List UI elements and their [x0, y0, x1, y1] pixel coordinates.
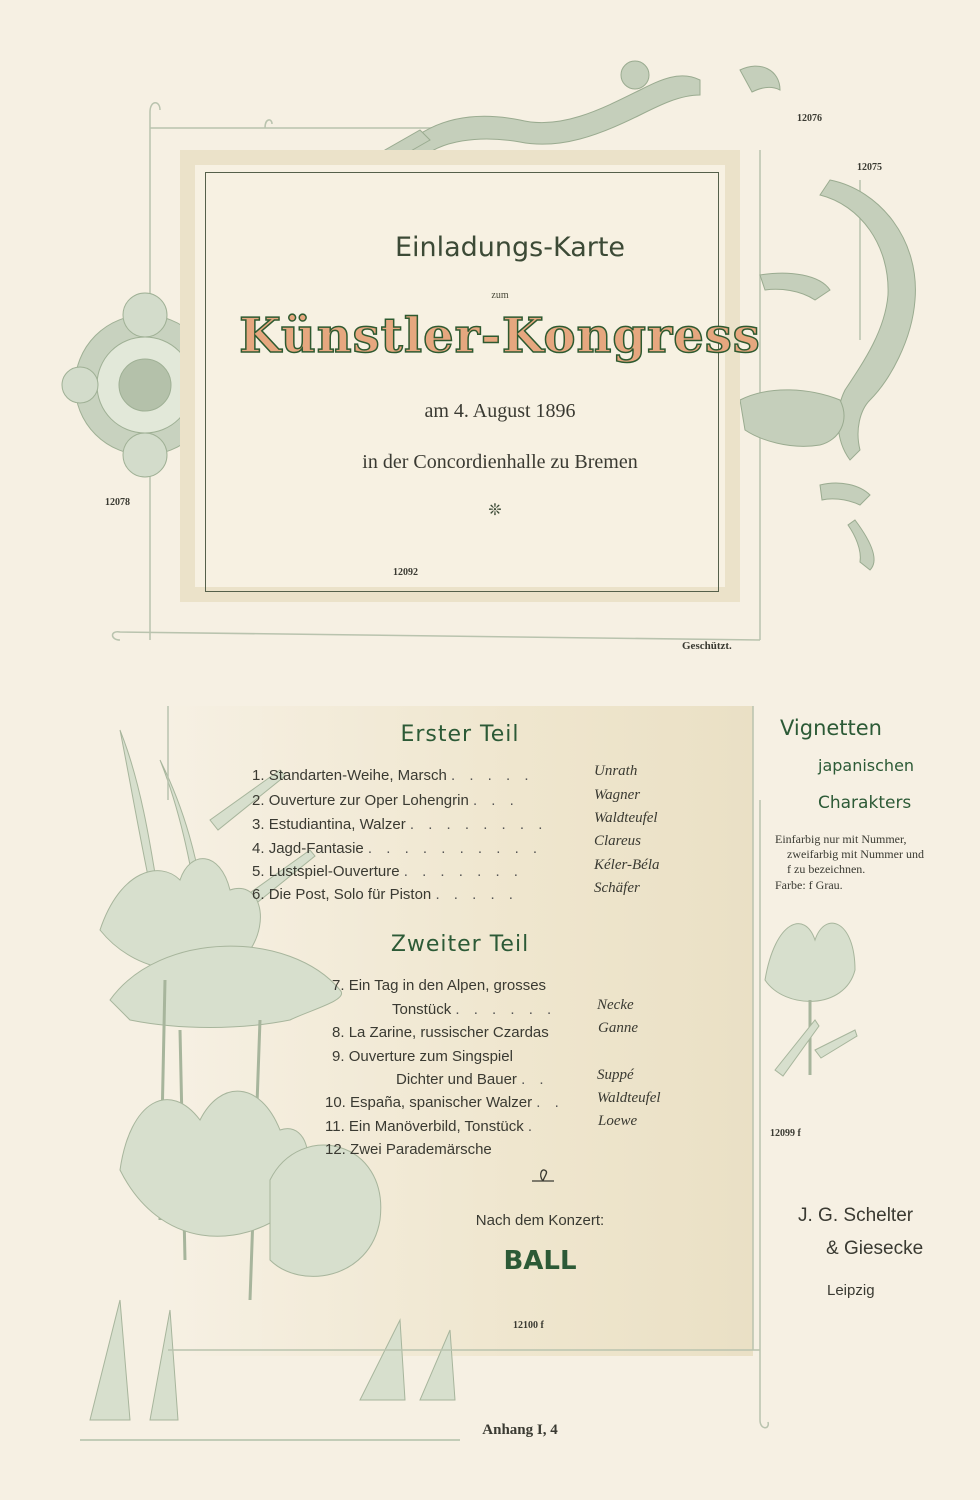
composer: Suppé — [597, 1067, 634, 1083]
program-item: 4. Jagd-Fantasie . . . . . . . . . . — [252, 840, 543, 857]
publisher-name-line1: J. G. Schelter — [798, 1205, 914, 1226]
part2-heading: Zweiter Teil — [390, 932, 530, 957]
protected-label: Geschützt. — [682, 640, 732, 652]
program-item: 5. Lustspiel-Ouverture . . . . . . . — [252, 863, 523, 880]
sidebar-note-line: Einfarbig nur mit Nummer, — [775, 832, 907, 846]
composer: Wagner — [594, 787, 641, 803]
event-name: Künstler-Kongress — [239, 308, 761, 364]
program-item: Dichter und Bauer . . — [396, 1071, 549, 1088]
publisher-city: Leipzig — [827, 1282, 875, 1299]
sidebar-note-line: f zu bezeichnen. — [787, 862, 866, 876]
composer: Waldteufel — [594, 810, 658, 826]
plate-number-12076: 12076 — [797, 113, 822, 124]
ornament-icon: ❊ — [488, 502, 502, 519]
sidebar-title-vignetten: Vignetten — [780, 716, 882, 740]
composer: Unrath — [594, 763, 638, 779]
invitation-title: Einladungs-Karte — [394, 232, 626, 263]
plate-number-12092: 12092 — [393, 567, 418, 578]
plate-number-12078: 12078 — [105, 497, 130, 508]
ball-label: BALL — [503, 1246, 577, 1276]
composer: Clareus — [594, 833, 641, 849]
plate-number-12100: 12100 f — [513, 1320, 544, 1331]
after-concert-label: Nach dem Konzert: — [475, 1212, 605, 1229]
composer: Kéler-Béla — [594, 857, 660, 873]
program-item: 3. Estudiantina, Walzer . . . . . . . . — [252, 816, 548, 833]
page-footer: Anhang I, 4 — [482, 1422, 558, 1438]
composer: Necke — [597, 997, 634, 1013]
program-item: 8. La Zarine, russischer Czardas — [332, 1024, 549, 1041]
composer: Ganne — [598, 1020, 638, 1036]
sidebar-note-line: Farbe: f Grau. — [775, 878, 843, 892]
program-item: 6. Die Post, Solo für Piston . . . . . — [252, 886, 518, 903]
program-item: 1. Standarten-Weihe, Marsch . . . . . — [252, 767, 534, 784]
plate-number-12075: 12075 — [857, 162, 882, 173]
composer: Loewe — [598, 1113, 638, 1129]
publisher-name-line2: & Giesecke — [826, 1238, 924, 1259]
composer: Waldteufel — [597, 1090, 661, 1106]
program-item: 12. Zwei Parademärsche — [325, 1141, 492, 1158]
composer: Schäfer — [594, 880, 640, 896]
program-item: 2. Ouverture zur Oper Lohengrin . . . — [252, 792, 519, 809]
program-item: 9. Ouverture zum Singspiel — [332, 1048, 513, 1065]
divider-icon — [528, 1163, 558, 1187]
program-item: Tonstück . . . . . . — [392, 1001, 557, 1018]
plate-number-12099: 12099 f — [770, 1128, 801, 1139]
part1-heading: Erster Teil — [400, 722, 520, 747]
invitation-zum: zum — [491, 290, 509, 301]
event-place: in der Concordienhalle zu Bremen — [362, 451, 638, 473]
event-date: am 4. August 1896 — [424, 400, 576, 422]
sidebar-title-charakters: Charakters — [818, 793, 912, 813]
program-item: 11. Ein Manöverbild, Tonstück . — [325, 1118, 538, 1135]
sidebar-note-line: zweifarbig mit Nummer und — [787, 847, 924, 861]
sidebar-title-japanischen: japanischen — [818, 756, 915, 775]
program-item: 7. Ein Tag in den Alpen, grosses — [332, 977, 547, 994]
program-item: 10. España, spanischer Walzer . . — [325, 1094, 564, 1111]
